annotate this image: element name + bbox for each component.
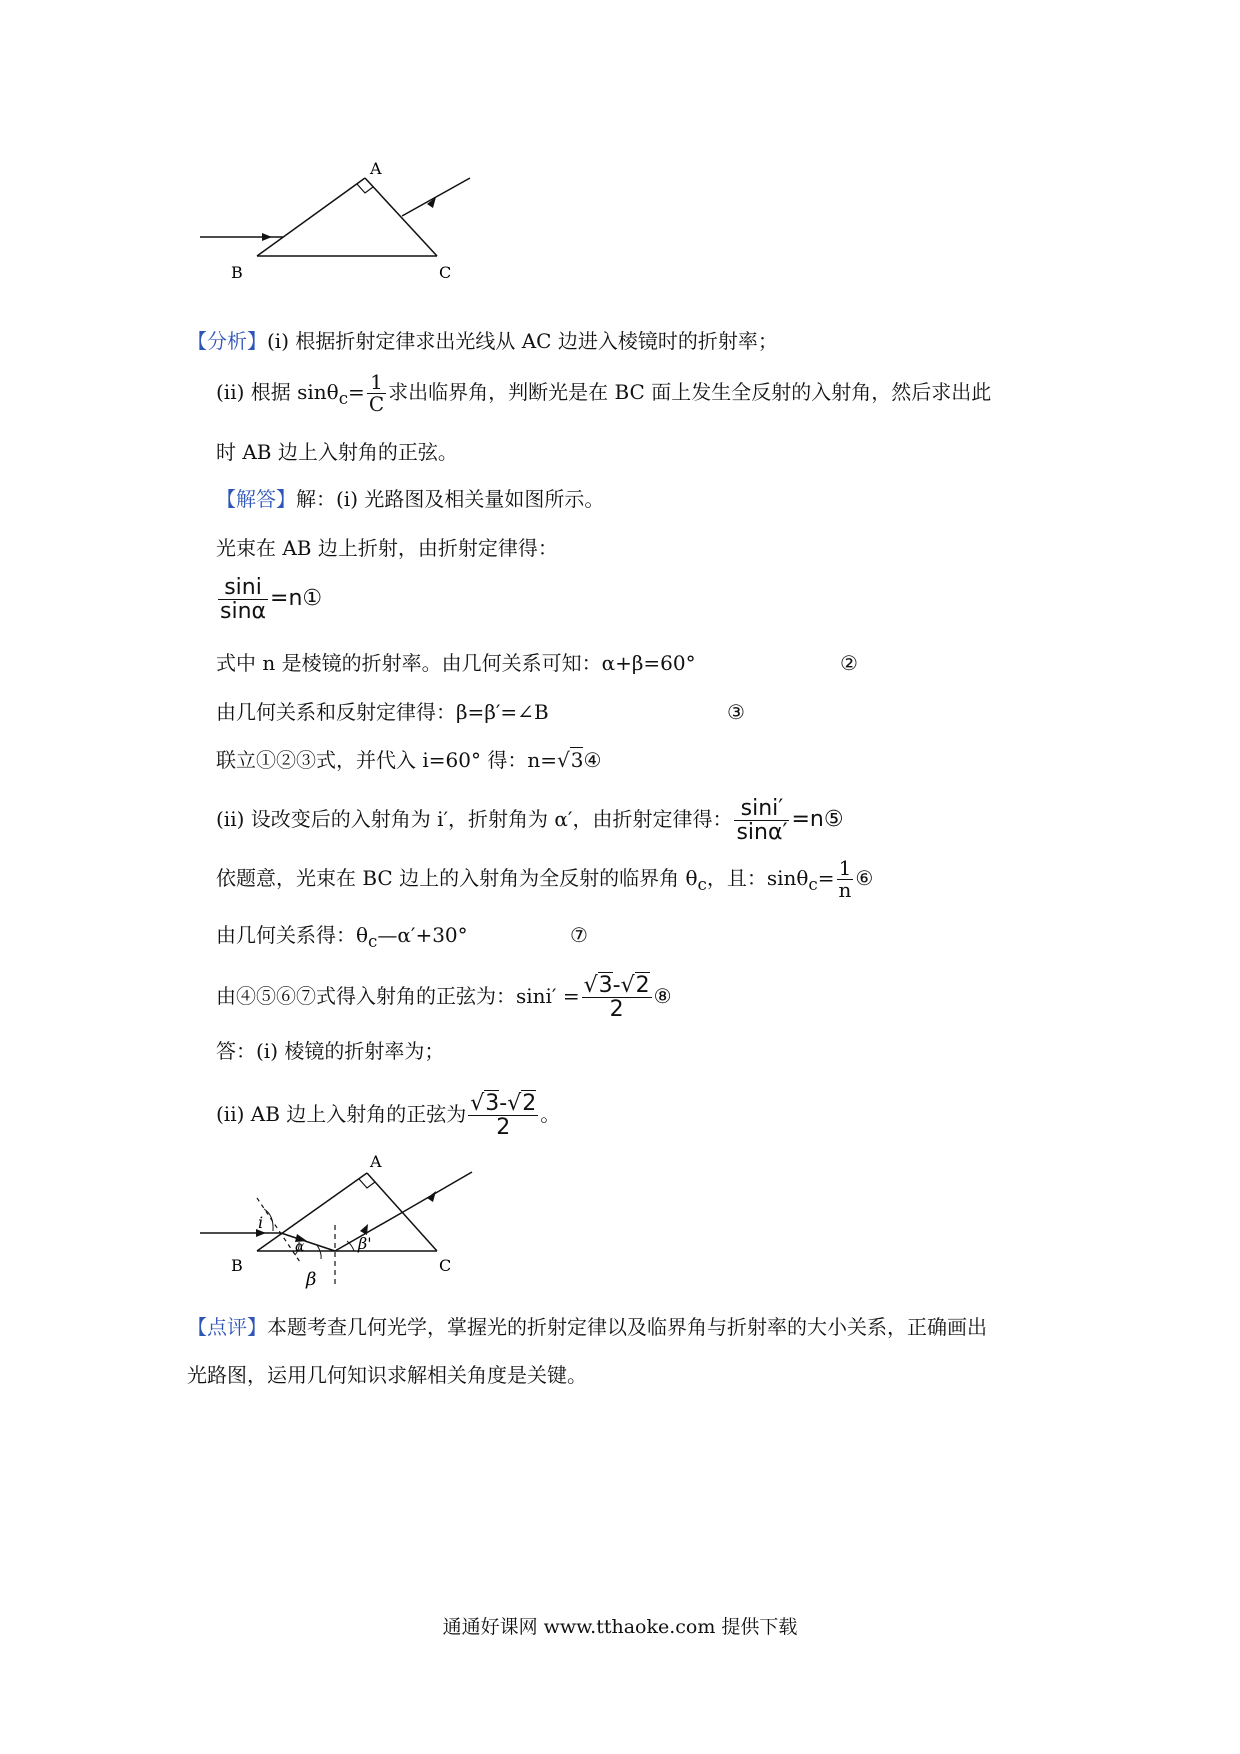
equation-5-rhs: =n⑤ [791, 807, 844, 833]
equation-mark-4: ④ [583, 748, 602, 772]
solution-line-6 [216, 858, 873, 901]
subscript-c: c [808, 875, 818, 894]
angle-arc-i [264, 1209, 273, 1231]
fraction-sqrt3-minus-sqrt2-over-2-answer [468, 1092, 538, 1139]
solution-line-1 [216, 533, 558, 563]
fraction-sini-over-sinalpha [218, 576, 268, 623]
fraction-denominator: sinα′ [736, 820, 788, 846]
solution-intro: 解：(i) 光路图及相关量如图所示。 [296, 487, 605, 511]
solution-line-2 [216, 648, 696, 678]
equation-mark-6: ⑥ [855, 866, 874, 890]
angle-label-i: i [258, 1213, 264, 1232]
solution-text-7b: —α′+30° [377, 923, 468, 947]
vertex-label-a: A [370, 160, 382, 178]
minus-sign: - [612, 973, 621, 998]
solution-line-intro [216, 484, 604, 514]
fraction-denominator: 2 [609, 997, 624, 1023]
fraction-1-over-n [837, 858, 854, 901]
solution-text-3: 由几何关系和反射定律得：β=β′=∠B [216, 700, 549, 724]
period: 。 [540, 1102, 561, 1127]
analysis-text-2b: 求出临界角，判断光是在 BC 面上发生全反射的入射角，然后求出此 [388, 380, 992, 404]
equation-mark-7: ⑦ [570, 923, 588, 947]
fraction-denominator: sinα [220, 599, 267, 625]
equation-mark-8: ⑧ [653, 984, 672, 1009]
prism-side-ab [257, 178, 365, 256]
analysis-text-1: (i) 根据折射定律求出光线从 AC 边进入棱镜时的折射率； [267, 329, 778, 353]
prism-diagram-bottom [200, 1145, 520, 1295]
solution-text-2: 式中 n 是棱镜的折射率。由几何关系可知：α+β=60° [216, 651, 696, 675]
fraction-1-over-c [367, 372, 386, 415]
review-text-2: 光路图，运用几何知识求解相关角度是关键。 [187, 1363, 587, 1387]
analysis-line-1 [187, 326, 778, 356]
analysis-tag: 【分析】 [187, 329, 267, 353]
answer-line-1 [216, 1036, 444, 1066]
incident-arrow [262, 233, 272, 241]
prism-diagram-top [200, 160, 500, 305]
review-tag: 【点评】 [187, 1315, 267, 1339]
solution-text-5: (ii) 设改变后的入射角为 i′，折射角为 α′，由折射定律得： [216, 807, 733, 832]
fraction-numerator: sini′ [734, 797, 789, 821]
radicand: 2 [522, 1091, 537, 1116]
vertex-label-c: C [439, 263, 452, 282]
angle-label-beta-prime: β' [358, 1234, 372, 1253]
exit-ray [403, 1172, 472, 1212]
solution-line-8 [216, 974, 672, 1021]
angle-arc-beta [317, 1245, 321, 1259]
solution-text-7a: 由几何关系得：θ [216, 923, 369, 947]
refracted-ray [281, 1233, 335, 1251]
solution-text-6b: ，且：sinθ [706, 866, 809, 890]
fraction-sini-prime [734, 797, 789, 844]
right-angle-mark [357, 184, 373, 193]
analysis-text-3: 时 AB 边上入射角的正弦。 [216, 440, 458, 464]
page-footer: 通通好课网 www.tthaoke.com 提供下载 [442, 1616, 798, 1638]
analysis-line-2 [216, 372, 991, 415]
equals-sign: = [348, 380, 365, 404]
subscript-c: c [368, 932, 378, 951]
review-text-1: 本题考查几何光学，掌握光的折射定律以及临界角与折射率的大小关系，正确画出 [267, 1315, 987, 1339]
solution-text-6a: 依题意，光束在 BC 边上的入射角为全反射的临界角 θ [216, 866, 698, 890]
radicand: 2 [635, 973, 650, 998]
radicand: 3 [598, 973, 613, 998]
solution-line-4 [216, 745, 601, 775]
fraction-denominator: 2 [496, 1115, 511, 1141]
equation-1 [216, 576, 322, 623]
radicand: 3 [485, 1091, 500, 1116]
solution-line-5 [216, 797, 844, 844]
answer-text-2: (ii) AB 边上入射角的正弦为 [216, 1102, 467, 1127]
review-line-2 [187, 1360, 587, 1390]
fraction-numerator: 1 [367, 372, 386, 394]
subscript-c: c [338, 389, 349, 408]
fraction-numerator: √3-√2 [583, 973, 650, 998]
angle-label-alpha: α [295, 1239, 305, 1255]
fraction-sqrt3-minus-sqrt2-over-2 [582, 974, 652, 1021]
fraction-numerator: sini [218, 576, 268, 600]
equation-mark-3: ③ [727, 700, 745, 724]
subscript-c: c [697, 875, 707, 894]
fraction-numerator: √3-√2 [470, 1091, 537, 1116]
equation-1-rhs: =n① [270, 586, 323, 612]
normal-line-ab [257, 1198, 300, 1262]
equals-sign: = [817, 866, 835, 890]
prism-side-ac [365, 178, 437, 256]
equation-mark-2: ② [840, 651, 858, 675]
solution-line-3 [216, 697, 549, 727]
prism-side-ab [257, 1173, 367, 1251]
sqrt-3: √3 [556, 748, 584, 772]
solution-line-7 [216, 920, 468, 957]
angle-label-beta: β [306, 1269, 317, 1290]
vertex-label-a: A [370, 1152, 382, 1171]
minus-sign: - [499, 1091, 508, 1116]
fraction-denominator: n [838, 878, 852, 902]
vertex-label-c: C [439, 1256, 452, 1275]
solution-text-4: 联立①②③式，并代入 i=60° 得：n= [216, 748, 557, 772]
solution-tag: 【解答】 [216, 487, 296, 511]
vertex-label-b: B [231, 263, 243, 282]
review-line-1 [187, 1312, 987, 1342]
solution-text-1: 光束在 AB 边上折射，由折射定律得： [216, 536, 558, 560]
fraction-denominator: C [368, 392, 385, 416]
analysis-text-2a: (ii) 根据 sinθ [216, 380, 339, 404]
vertex-label-b: B [231, 1256, 243, 1275]
fraction-numerator: 1 [837, 858, 854, 880]
answer-line-2 [216, 1092, 560, 1139]
exit-arrow [427, 197, 436, 208]
solution-text-8: 由④⑤⑥⑦式得入射角的正弦为：sini′ = [216, 984, 580, 1009]
analysis-line-3 [216, 437, 458, 467]
radicand: 3 [570, 748, 584, 772]
answer-text-1: 答：(i) 棱镜的折射率为； [216, 1039, 445, 1063]
